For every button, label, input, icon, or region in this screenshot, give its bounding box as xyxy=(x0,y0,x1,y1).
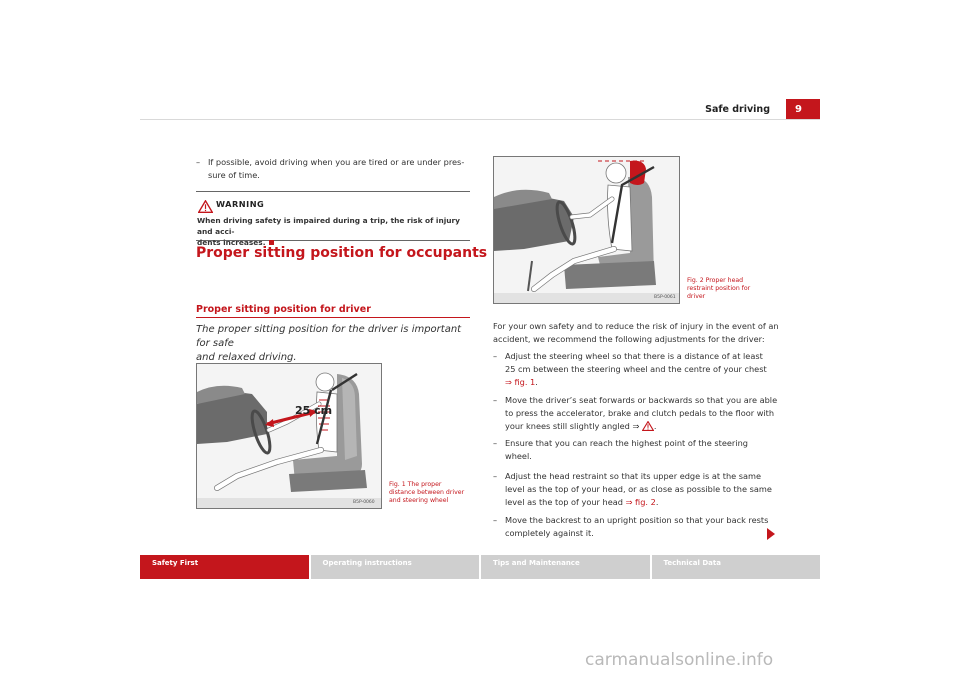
subsection-title: Proper sitting position for driver xyxy=(196,304,371,315)
caption-line: distance between driver xyxy=(389,489,465,496)
footer-tab-operating-instructions[interactable]: Operating instructions xyxy=(311,555,482,579)
list-dash: – xyxy=(196,157,201,167)
page-number-badge: 9 xyxy=(786,99,820,119)
punctuation: . xyxy=(653,421,657,431)
list-item-line: your knees still slightly angled ⇒ xyxy=(505,421,640,431)
list-item-line: completely against it. xyxy=(505,528,594,538)
head-restraint-illustration xyxy=(494,157,679,303)
warning-text xyxy=(197,215,469,248)
intro-line: For your own safety and to reduce the risk of injury in the event of an xyxy=(493,321,779,331)
figure-1-caption xyxy=(389,481,474,505)
list-item-line: Adjust the steering wheel so that there is a distance of at least xyxy=(505,351,763,361)
list-item-line: level as the top of your head xyxy=(505,497,623,507)
figure-code: B5P-0060 xyxy=(353,500,375,505)
list-item-line: Move the backrest to an upright position so that your back rests xyxy=(505,515,769,525)
list-item-seat-position xyxy=(493,394,783,434)
warning-heading: WARNING xyxy=(216,199,265,209)
list-item-line: If possible, avoid driving when you are tired or are under pres- xyxy=(208,157,465,167)
warning-triangle-icon[interactable] xyxy=(642,421,654,435)
caption-line: Fig. 1 The proper xyxy=(389,481,442,488)
list-dash: – xyxy=(493,515,498,525)
list-item-text xyxy=(505,437,748,463)
caption-line: restraint position for xyxy=(687,285,751,292)
list-item-line: Ensure that you can reach the highest point of the steering xyxy=(505,438,748,448)
list-dash: – xyxy=(493,471,498,481)
right-intro-text xyxy=(493,320,783,346)
list-item-line: level as the top of your head, or as close as possible to the same xyxy=(505,484,772,494)
intro-line: The proper sitting position for the driver is important for safe xyxy=(196,324,462,349)
list-item-tired xyxy=(196,156,476,184)
header-rule xyxy=(140,119,820,120)
punctuation: . xyxy=(535,377,538,387)
figure-1-illustration xyxy=(196,363,382,509)
figure-2-illustration xyxy=(493,156,680,304)
list-item-text xyxy=(208,156,464,182)
caption-line: Fig. 2 Proper head xyxy=(687,277,744,284)
punctuation: . xyxy=(655,497,659,507)
figure-2-link[interactable]: ⇒ fig. 2 xyxy=(625,497,656,507)
list-item-text xyxy=(505,350,767,389)
watermark: carmanualsonline.info xyxy=(585,650,774,670)
footer-nav xyxy=(140,555,820,579)
footer-tab-tips-and-maintenance[interactable]: Tips and Maintenance xyxy=(481,555,652,579)
list-item-reach-wheel xyxy=(493,437,783,465)
list-dash: – xyxy=(493,438,498,448)
page-header-title: Safe driving xyxy=(705,104,770,115)
list-item-text xyxy=(505,470,772,509)
driver-distance-illustration xyxy=(197,364,381,508)
list-item-head-restraint xyxy=(493,470,783,510)
list-item-line: Move the driver’s seat forwards or backwards so that you are able xyxy=(505,395,778,405)
list-dash: – xyxy=(493,351,498,361)
footer-tab-technical-data[interactable]: Technical Data xyxy=(652,555,821,579)
list-item-line: sure of time. xyxy=(208,170,260,180)
list-item-line: to press the accelerator, brake and clutch pedals to the floor with xyxy=(505,408,775,418)
continue-arrow-icon[interactable] xyxy=(767,528,775,540)
caption-line: and steering wheel xyxy=(389,497,449,504)
warning-line: When driving safety is impaired during a trip, the risk of injury and acci- xyxy=(197,216,460,236)
intro-line: and relaxed driving. xyxy=(196,352,297,363)
intro-line: accident, we recommend the following adjustments for the driver: xyxy=(493,334,765,344)
subsection-rule xyxy=(196,317,470,318)
section-title: Proper sitting position for occupants xyxy=(196,245,488,261)
distance-label: 25 cm xyxy=(295,404,333,417)
caption-line: driver xyxy=(687,293,706,300)
list-item-line: wheel. xyxy=(505,451,532,461)
figure-code: B5P-0061 xyxy=(654,295,676,300)
intro-text xyxy=(196,323,476,365)
list-item-line: 25 cm between the steering wheel and the centre of your chest xyxy=(505,364,767,374)
list-item-steering-wheel xyxy=(493,350,783,390)
list-item-backrest xyxy=(493,514,783,542)
list-item-text xyxy=(505,514,768,540)
list-item-line: Adjust the head restraint so that its upper edge is at the same xyxy=(505,471,762,481)
figure-1-link[interactable]: ⇒ fig. 1 xyxy=(505,377,536,387)
list-dash: – xyxy=(493,395,498,405)
footer-tab-safety-first[interactable]: Safety First xyxy=(140,555,311,579)
figure-2-caption xyxy=(687,277,767,301)
list-item-text xyxy=(505,394,777,435)
warning-line: dents increases. xyxy=(197,238,266,247)
